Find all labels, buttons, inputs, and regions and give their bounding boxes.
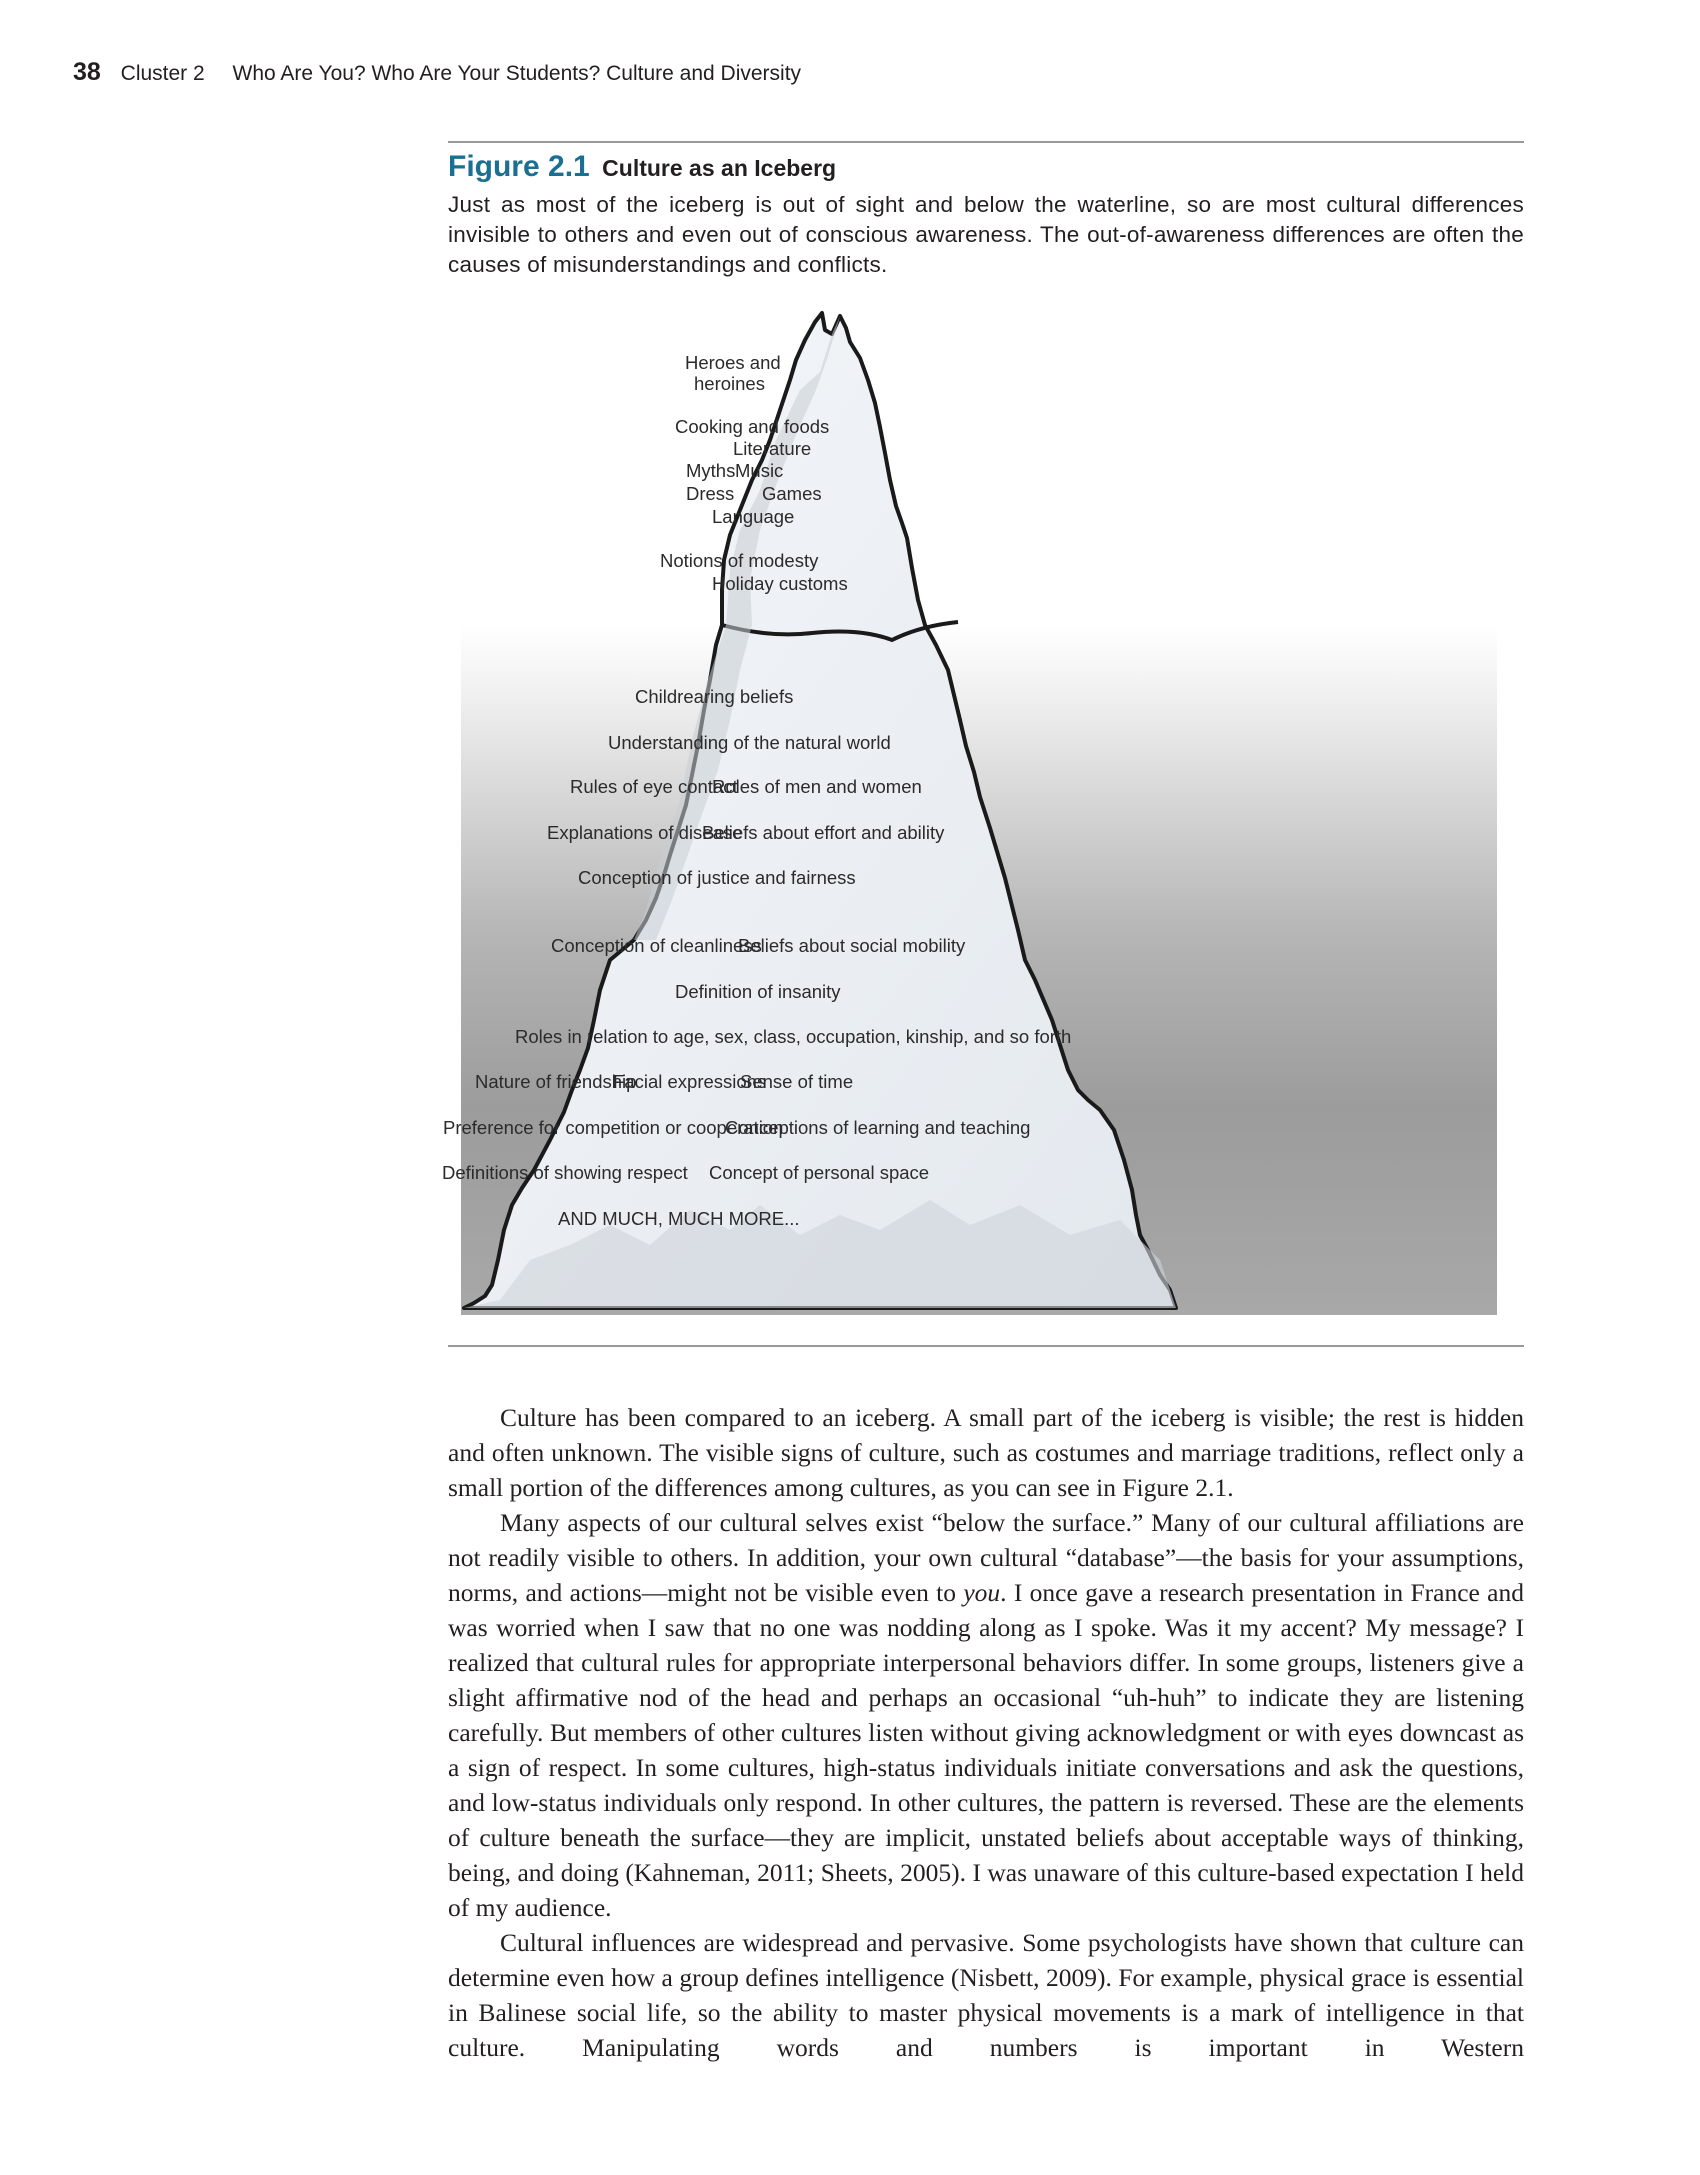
label-literature: Literature — [733, 438, 812, 459]
figure-bottom-rule — [448, 1345, 1524, 1347]
figure-top-rule — [448, 141, 1524, 143]
running-head-title: Who Are You? Who Are Your Students? Culture and Diversity — [232, 62, 802, 85]
label-dress: Dress — [686, 483, 735, 504]
label-music: Music — [735, 460, 784, 481]
label-effort: Beliefs about effort and ability — [702, 822, 945, 843]
label-mobility: Beliefs about social mobility — [738, 935, 966, 956]
label-cleanliness: Conception of cleanliness — [551, 935, 762, 956]
paragraph-2-emphasis: you — [963, 1578, 1001, 1607]
iceberg-figure — [442, 300, 1520, 1330]
label-natural-world: Understanding of the natural world — [608, 732, 891, 753]
running-head — [73, 58, 801, 87]
label-learning: Conceptions of learning and teaching — [725, 1117, 1031, 1138]
figure-heading — [448, 150, 1524, 184]
figure-title: Culture as an Iceberg — [602, 155, 837, 181]
label-justice: Conception of justice and fairness — [578, 867, 856, 888]
label-much-more: AND MUCH, MUCH MORE... — [558, 1208, 800, 1229]
page-number: 38 — [73, 58, 101, 86]
label-time: Sense of time — [740, 1071, 854, 1092]
label-disease: Explanations of disease — [547, 822, 743, 843]
figure-number: Figure 2.1 — [448, 150, 590, 183]
label-language: Language — [712, 506, 795, 527]
label-modesty: Notions of modesty — [660, 550, 819, 571]
paragraph-1: Culture has been compared to an iceberg. A small part of the iceberg is visible; the rest is hidden and often unknown. The visible signs of culture, such as costumes and marriage traditions, reflect only a small portion of the differences among cultures, as you can see in Figure 2.1. — [448, 1403, 1524, 1502]
label-men-women: Roles of men and women — [712, 776, 922, 797]
label-games: Games — [762, 483, 822, 504]
figure-caption: Just as most of the iceberg is out of sight and below the waterline, so are most cultural differences invisible to others and even out of conscious awareness. The out-of-awareness differences are often the causes of misunderstandings and conflicts. — [448, 192, 1524, 277]
paragraph-3: Cultural influences are widespread and pervasive. Some psychologists have shown that culture can determine even how a group defines intelligence (Nisbett, 2009). For example, physical grace is essential in Balinese social life, so the ability to master physical movements is a mark of intelligence in that culture. Manipulating words and numbers is important in Western — [448, 1928, 1524, 2062]
paragraph-2-part-b: . I once gave a research presentation in France and was worried when I saw that no one was nodding along as I spoke. Was it my accent? My message? I realized that cultural rules for appropriate interpersonal behaviors differ. In some groups, listeners give a slight affirmative nod of the head and perhaps an occasional “uh-huh” to indicate they are listening carefully. But members of other cultures listen without giving acknowledgment or with eyes downcast as a sign of respect. In some cultures, high-status individuals initiate conversations and ask the questions, and low-status individuals only respond. In other cultures, the pattern is reversed. These are the elements of culture beneath the surface—they are implicit, unstated beliefs about acceptable ways of thinking, being, and doing (Kahneman, 2011; Sheets, 2005). I was unaware of this culture-based expectation I held of my audience. — [448, 1578, 1525, 1922]
label-heroes: Heroes and — [685, 352, 781, 373]
label-space: Concept of personal space — [709, 1162, 930, 1183]
paragraph-2-part-a: Many aspects of our cultural selves exist “below the surface.” Many of our cultural affiliations are not readily visible to others. In addition, your own cultural “database”—the basis for your assumptions, norms, and actions—might not be visible even to — [448, 1508, 1524, 1607]
label-roles: Roles in relation to age, sex, class, occupation, kinship, and so forth — [515, 1026, 1072, 1047]
cluster-label: Cluster 2 — [120, 62, 205, 85]
label-heroines: heroines — [694, 373, 765, 394]
label-cooking: Cooking and foods — [675, 416, 830, 437]
label-facial: Facial expressions — [613, 1071, 767, 1092]
label-friendship: Nature of friendship — [475, 1071, 637, 1092]
paragraph-2 — [448, 1505, 1524, 1925]
label-holiday: Holiday customs — [712, 573, 848, 594]
label-competition: Preference for competition or cooperation — [443, 1117, 784, 1138]
body-text — [448, 1400, 1524, 2065]
label-respect: Definitions of showing respect — [442, 1162, 688, 1183]
label-insanity: Definition of insanity — [675, 981, 841, 1002]
label-childrearing: Childrearing beliefs — [635, 686, 794, 707]
label-myths: Myths — [686, 460, 736, 481]
label-eye-contact: Rules of eye contact — [570, 776, 738, 797]
